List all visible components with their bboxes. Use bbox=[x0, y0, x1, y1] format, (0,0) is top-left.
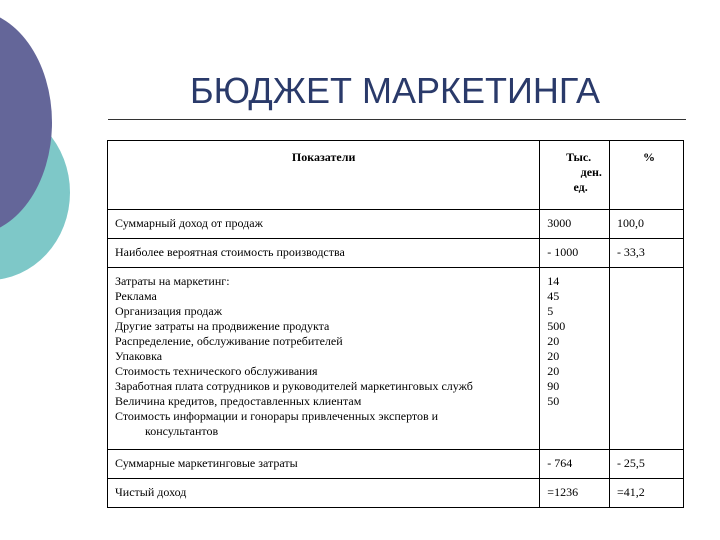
row-value: - 764 bbox=[540, 450, 610, 479]
cost-item-label: Распределение, обслуживание потребителей bbox=[115, 334, 343, 348]
cost-item-label: Величина кредитов, предоставленных клиентам bbox=[115, 394, 362, 408]
costs-labels bbox=[108, 268, 540, 450]
cost-item-value: 45 bbox=[547, 289, 560, 303]
costs-values bbox=[540, 268, 610, 450]
cost-item-value: 20 bbox=[547, 349, 560, 363]
cost-item-value: 50 bbox=[547, 394, 560, 408]
table-row bbox=[108, 450, 684, 479]
cost-item-label: Заработная плата сотрудников и руководителей маркетинговых служб bbox=[115, 379, 473, 393]
row-value: 3000 bbox=[540, 210, 610, 239]
cost-item-value: 20 bbox=[547, 364, 560, 378]
cost-item-value: 5 bbox=[547, 304, 554, 318]
table-row-costs bbox=[108, 268, 684, 450]
cost-item-label: Организация продаж bbox=[115, 304, 222, 318]
costs-percent bbox=[609, 268, 683, 450]
cost-item-value: 90 bbox=[547, 379, 560, 393]
cost-item-label: Реклама bbox=[115, 289, 157, 303]
row-percent: - 25,5 bbox=[609, 450, 683, 479]
cost-item-label: Другие затраты на продвижение продукта bbox=[115, 319, 330, 333]
row-label: Суммарные маркетинговые затраты bbox=[108, 450, 540, 479]
header-amount-line1: Тыс. bbox=[566, 150, 592, 164]
cost-item-label: Стоимость информации и гонорары привлеченных экспертов и bbox=[115, 409, 439, 423]
budget-table bbox=[107, 140, 684, 508]
row-value: - 1000 bbox=[540, 239, 610, 268]
table-row bbox=[108, 479, 684, 508]
row-label: Суммарный доход от продаж bbox=[108, 210, 540, 239]
header-indicator: Показатели bbox=[108, 141, 540, 210]
header-amount bbox=[540, 141, 610, 210]
cost-item-value: 14 bbox=[547, 274, 560, 288]
table-row bbox=[108, 239, 684, 268]
row-percent: =41,2 bbox=[609, 479, 683, 508]
row-label: Чистый доход bbox=[108, 479, 540, 508]
title-divider bbox=[108, 119, 686, 120]
header-amount-line2: ден. bbox=[580, 165, 602, 179]
page-title: БЮДЖЕТ МАРКЕТИНГА bbox=[190, 70, 600, 111]
cost-item-label: Упаковка bbox=[115, 349, 163, 363]
cost-item-value: 20 bbox=[547, 334, 560, 348]
header-percent: % bbox=[609, 141, 683, 210]
table-header-row bbox=[108, 141, 684, 210]
cost-item-value: 500 bbox=[547, 319, 566, 333]
costs-heading: Затраты на маркетинг: bbox=[115, 274, 230, 288]
table-row bbox=[108, 210, 684, 239]
row-percent: 100,0 bbox=[609, 210, 683, 239]
row-value: =1236 bbox=[540, 479, 610, 508]
row-label: Наиболее вероятная стоимость производства bbox=[108, 239, 540, 268]
cost-item-label: Стоимость технического обслуживания bbox=[115, 364, 318, 378]
cost-item-label-cont: консультантов bbox=[145, 424, 219, 438]
header-amount-line3: ед. bbox=[573, 180, 588, 194]
row-percent: - 33,3 bbox=[609, 239, 683, 268]
